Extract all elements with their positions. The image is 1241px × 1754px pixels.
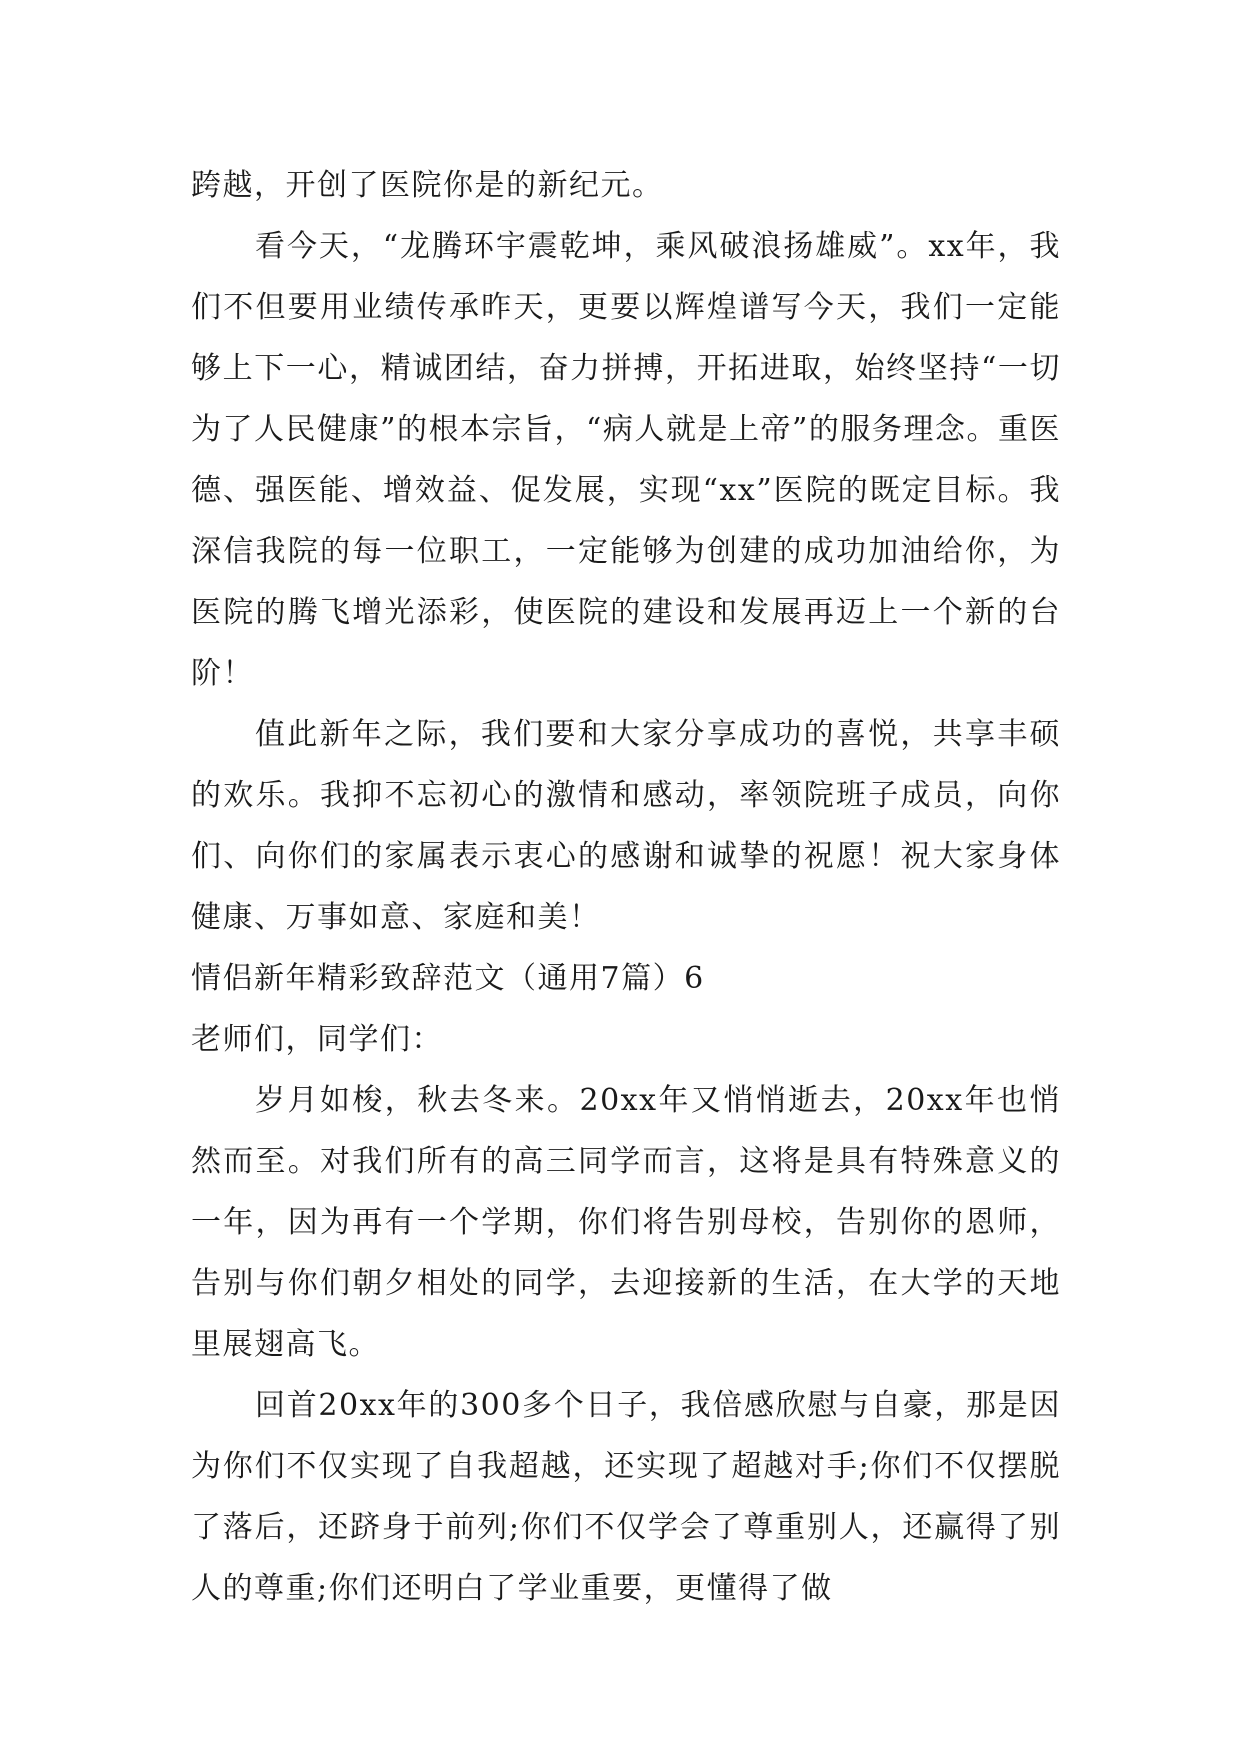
document-body bbox=[191, 155, 1061, 1619]
paragraph-today: 看今天，“龙腾环宇震乾坤，乘风破浪扬雄威”。xx年，我们不但要用业绩传承昨天，更要以辉煌谱写今天，我们一定能够上下一心，精诚团结，奋力拼搏，开拓进取，始终坚持“一切为了人民健康”的根本宗旨，“病人就是上帝”的服务理念。重医德、强医能、增效益、促发展，实现“xx”医院的既定目标。我深信我院的每一位职工，一定能够为创建的成功加油给你，为医院的腾飞增光添彩，使医院的建设和发展再迈上一个新的台阶！ bbox=[191, 229, 1061, 691]
paragraph-looking-back: 回首20xx年的300多个日子，我倍感欣慰与自豪，那是因为你们不仅实现了自我超越，还实现了超越对手;你们不仅摆脱了落后，还跻身于前列;你们不仅学会了尊重别人，还赢得了别人的尊重;你们还明白了学业重要，更懂得了做 bbox=[191, 1388, 1061, 1606]
section-title: 情侣新年精彩致辞范文（通用7篇）6 bbox=[191, 961, 705, 996]
paragraph-continuation: 跨越，开创了医院你是的新纪元。 bbox=[191, 168, 664, 203]
paragraph-time-flies: 岁月如梭，秋去冬来。20xx年又悄悄逝去，20xx年也悄然而至。对我们所有的高三同学而言，这将是具有特殊意义的一年，因为再有一个学期，你们将告别母校，告别你的恩师，告别与你们朝夕相处的同学，去迎接新的生活，在大学的天地里展翅高飞。 bbox=[191, 1083, 1061, 1362]
salutation: 老师们，同学们： bbox=[191, 1022, 443, 1057]
paragraph-new-year-wishes: 值此新年之际，我们要和大家分享成功的喜悦，共享丰硕的欢乐。我抑不忘初心的激情和感动，率领院班子成员，向你们、向你们的家属表示衷心的感谢和诚挚的祝愿！祝大家身体健康、万事如意、家庭和美！ bbox=[191, 717, 1061, 935]
